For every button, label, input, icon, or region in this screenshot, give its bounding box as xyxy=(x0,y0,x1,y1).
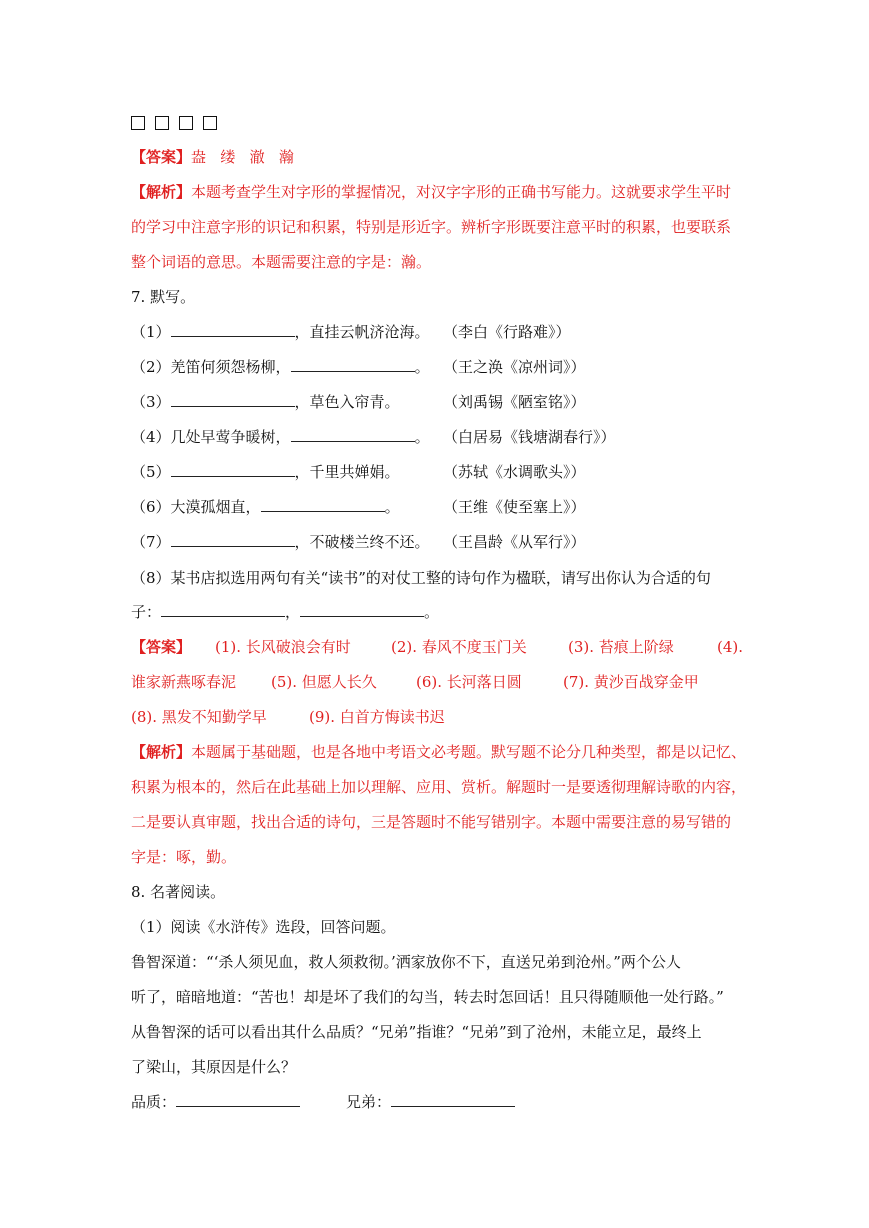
analysis-text: 本题考查学生对字形的掌握情况，对汉字字形的正确书写能力。这就要求学生平时 xyxy=(191,183,732,201)
q7-analysis-line xyxy=(131,742,746,762)
item-source: （刘禹锡《陋室铭》） xyxy=(443,393,586,411)
item-text: ， xyxy=(285,603,301,621)
q8-passage-line: 了梁山，其原因是什么？ xyxy=(131,1058,297,1076)
q7-item xyxy=(131,532,586,552)
q7-item xyxy=(131,357,586,377)
answer-blank[interactable] xyxy=(291,427,415,442)
q7-title: 7. 默写。 xyxy=(131,288,196,306)
answer-item: (4). xyxy=(717,638,744,656)
q8-sub1: （1）阅读《水浒传》选段，回答问题。 xyxy=(131,918,396,936)
q7-item8-line xyxy=(131,602,439,622)
item-text: ，不破楼兰终不还。 xyxy=(294,533,430,551)
answer-blank[interactable] xyxy=(261,497,385,512)
item-text: 。 xyxy=(414,428,430,446)
item-source: （李白《行路难》） xyxy=(443,323,571,341)
q7-item xyxy=(131,322,571,342)
answer-tag: 【答案】 xyxy=(131,148,192,166)
empty-box-icon xyxy=(179,116,193,130)
q7-item8-line: （8）某书店拟选用两句有关“读书”的对仗工整的诗句作为楹联，请写出你认为合适的句 xyxy=(131,569,711,587)
q6-answer xyxy=(131,147,294,167)
analysis-tag: 【解析】 xyxy=(131,183,192,201)
item-number: （6） xyxy=(131,498,171,516)
q8-passage-line: 从鲁智深的话可以看出其什么品质？“兄弟”指谁？“兄弟”到了沧州，未能立足，最终上 xyxy=(131,1023,702,1041)
brother-label: 兄弟： xyxy=(346,1093,392,1111)
answer-blank[interactable] xyxy=(171,392,295,407)
answer-blank[interactable] xyxy=(171,462,295,477)
item-number: （2） xyxy=(131,358,171,376)
q7-analysis-line: 二是要认真审题，找出合适的诗句，三是答题时不能写错别字。本题中需要注意的易写错的 xyxy=(131,813,732,831)
item-text: ，千里共婵娟。 xyxy=(294,463,400,481)
answer-item: (2). 春风不度玉门关 xyxy=(391,638,527,656)
q7-answer-line xyxy=(131,672,699,692)
q7-item xyxy=(131,392,586,412)
item-number: （5） xyxy=(131,463,171,481)
answer-blank[interactable] xyxy=(171,322,295,337)
q7-item xyxy=(131,427,616,447)
q7-analysis-line: 积累为根本的，然后在此基础上加以理解、应用、赏析。解题时一是要透彻理解诗歌的内容， xyxy=(131,778,747,796)
analysis-text: 本题属于基础题，也是各地中考语文必考题。默写题不论分几种类型，都是以记忆、 xyxy=(191,743,747,761)
answer-tag: 【答案】 xyxy=(131,638,192,656)
q7-item xyxy=(131,462,586,482)
item-source: （王之涣《凉州词》） xyxy=(443,358,586,376)
item-text: ，直挂云帆济沧海。 xyxy=(294,323,430,341)
item-text: 子： xyxy=(131,603,162,621)
answer-item: (6). 长河落日圆 xyxy=(416,673,522,691)
item-text: 几处早莺争暖树， xyxy=(170,428,291,446)
checkbox-row xyxy=(131,112,217,130)
q7-answer-line xyxy=(131,637,744,657)
answer-item: (3). 苔痕上阶绿 xyxy=(568,638,674,656)
answer-blank[interactable] xyxy=(161,602,285,617)
item-text: 。 xyxy=(414,358,430,376)
q8-title: 8. 名著阅读。 xyxy=(131,883,226,901)
item-number: （7） xyxy=(131,533,171,551)
answer-item: (1). 长风破浪会有时 xyxy=(215,638,351,656)
brother-answer-blank[interactable] xyxy=(391,1092,515,1107)
item-text: 羌笛何须怨杨柳， xyxy=(170,358,291,376)
q8-passage-line: 鲁智深道：“‘杀人须见血，救人须救彻。’洒家放你不下，直送兄弟到沧州。”两个公人 xyxy=(131,953,681,971)
item-number: （3） xyxy=(131,393,171,411)
answer-item: (9). 白首方悔读书迟 xyxy=(309,708,445,726)
empty-box-icon xyxy=(155,116,169,130)
q6-analysis-line: 的学习中注意字形的识记和积累，特别是形近字。辨析字形既要注意平时的积累，也要联系 xyxy=(131,218,732,236)
answer-blank[interactable] xyxy=(291,357,415,372)
answer-item: (8). 黑发不知勤学早 xyxy=(131,708,267,726)
answer-item: 谁家新燕啄春泥 xyxy=(131,673,237,691)
q8-passage-line: 听了，暗暗地道：“苦也！却是坏了我们的勾当，转去时怎回话！且只得随顺他一处行路。” xyxy=(131,988,724,1006)
answer-blank[interactable] xyxy=(171,532,295,547)
item-number: （1） xyxy=(131,323,171,341)
q6-analysis-line xyxy=(131,182,731,202)
answer-item: (5). 但愿人长久 xyxy=(271,673,377,691)
q7-answer-line xyxy=(131,707,445,727)
brother-field xyxy=(346,1092,515,1112)
quality-label: 品质： xyxy=(131,1093,177,1111)
q6-analysis-line: 整个词语的意思。本题需要注意的字是：瀚。 xyxy=(131,253,432,271)
empty-box-icon xyxy=(131,116,145,130)
item-text: ，草色入帘青。 xyxy=(294,393,400,411)
item-text: 。 xyxy=(424,603,440,621)
answer-text: 盎 缕 澈 瀚 xyxy=(191,148,294,166)
answer-item: (7). 黄沙百战穿金甲 xyxy=(563,673,699,691)
quality-answer-blank[interactable] xyxy=(176,1092,300,1107)
item-number: （4） xyxy=(131,428,171,446)
analysis-tag: 【解析】 xyxy=(131,743,192,761)
empty-box-icon xyxy=(203,116,217,130)
q8-answer-fields xyxy=(131,1092,392,1112)
item-source: （王维《使至塞上》） xyxy=(443,498,586,516)
q7-analysis-line: 字是：啄，勤。 xyxy=(131,848,237,866)
q7-item xyxy=(131,497,586,517)
item-text: 。 xyxy=(384,498,400,516)
item-source: （苏轼《水调歌头》） xyxy=(443,463,586,481)
item-source: （王昌龄《从军行》） xyxy=(443,533,586,551)
item-text: 大漠孤烟直， xyxy=(170,498,261,516)
answer-blank[interactable] xyxy=(300,602,424,617)
item-source: （白居易《钱塘湖春行》） xyxy=(443,428,616,446)
